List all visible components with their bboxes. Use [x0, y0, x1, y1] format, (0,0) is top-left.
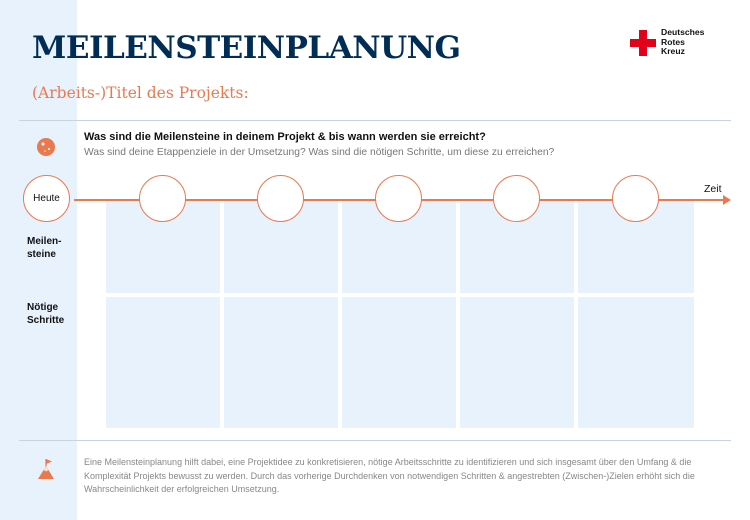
today-label: Heute — [33, 193, 60, 204]
steps-cell-4[interactable] — [460, 297, 574, 428]
row-label-steps-line-2: Schritte — [27, 315, 65, 326]
milestone-circle-2[interactable] — [257, 175, 304, 222]
logo-line-2: Rotes — [661, 36, 685, 47]
project-title-label: (Arbeits-)Titel des Projekts: — [32, 84, 249, 102]
page-title: MEILENSTEINPLANUNG — [32, 30, 461, 66]
top-divider — [19, 120, 731, 121]
milestone-circle-3[interactable] — [375, 175, 422, 222]
steps-cell-3[interactable] — [342, 297, 456, 428]
question-heading: Was sind die Meilensteine in deinem Projekt & bis wann werden sie erreicht? — [84, 131, 486, 143]
row-label-milestones — [27, 235, 72, 261]
red-cross-icon — [630, 30, 656, 56]
bottom-divider — [19, 440, 731, 441]
timeline-arrow-icon — [723, 195, 731, 205]
milestone-circle-4[interactable] — [493, 175, 540, 222]
planet-icon — [36, 137, 56, 157]
logo-text — [661, 28, 704, 57]
steps-cell-5[interactable] — [578, 297, 694, 428]
steps-cell-2[interactable] — [224, 297, 338, 428]
milestone-circle-1[interactable] — [139, 175, 186, 222]
row-label-milestones-line-2: steine — [27, 249, 56, 260]
logo-line-1: Deutsches — [661, 27, 705, 37]
mountain-flag-icon — [37, 458, 55, 480]
drk-logo — [630, 28, 720, 58]
time-axis-label: Zeit — [704, 183, 722, 195]
milestone-circle-5[interactable] — [612, 175, 659, 222]
logo-line-3: Kreuz — [661, 46, 685, 56]
question-subtext: Was sind deine Etappenziele in der Umsetzung? Was sind die nötigen Schritte, um diese zu erreichen? — [84, 147, 555, 158]
today-marker — [23, 175, 70, 222]
steps-cell-1[interactable] — [106, 297, 220, 428]
footer-description: Eine Meilensteinplanung hilft dabei, eine Projektidee zu konkretisieren, nötige Arbeitsschritte zu identifizieren und sich insgesamt über den Umfang & die Komplexität Projekts bewusst zu werden. Durch das vorherige Durchdenken von notwendigen Schritten & angestrebten (Zwischen-)Zielen erhöht sich die Wahrscheinlichkeit der erfolgreichen Umsetzung. — [84, 457, 695, 495]
row-label-steps-line-1: Nötige — [27, 302, 59, 313]
row-label-steps — [27, 301, 72, 327]
row-label-milestones-line-1: Meilen- — [27, 236, 62, 247]
